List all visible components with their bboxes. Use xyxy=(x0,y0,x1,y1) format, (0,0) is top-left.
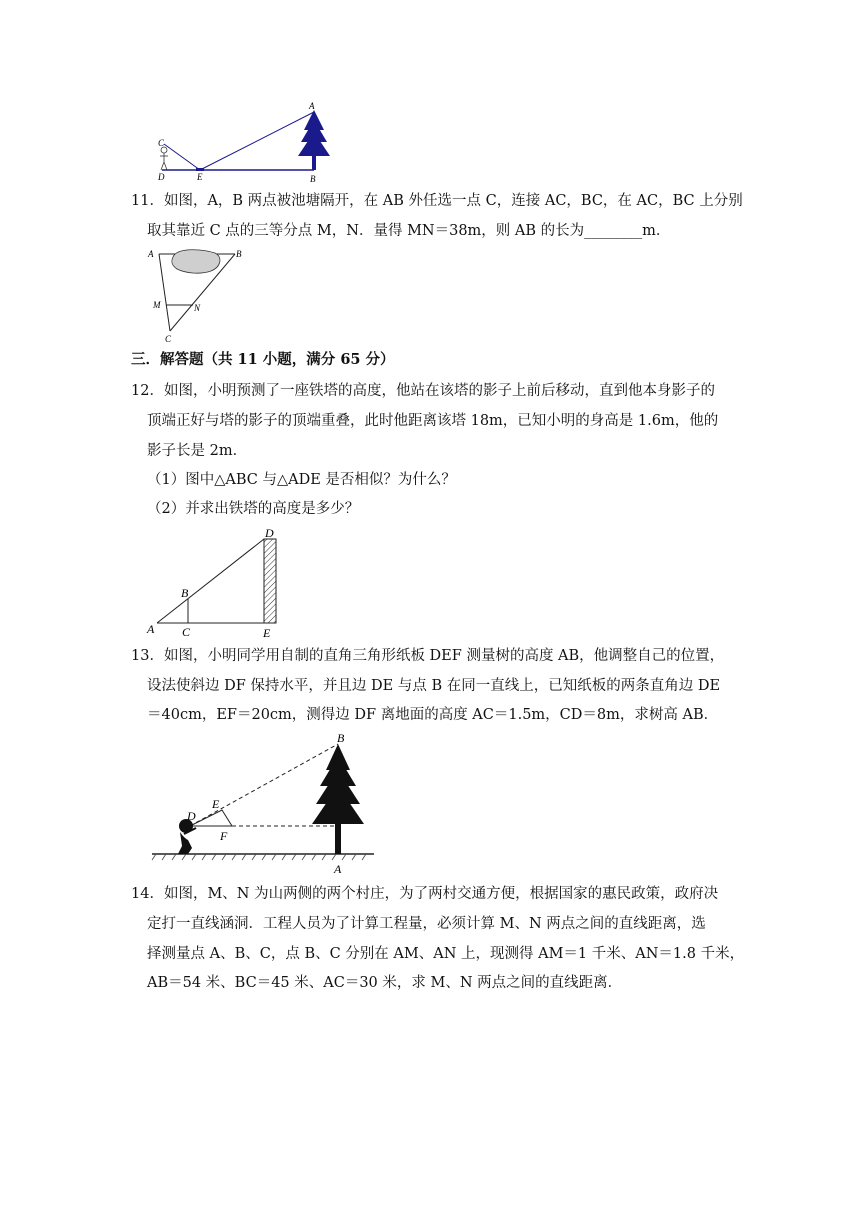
label-b: B xyxy=(310,174,316,184)
q13-line3: ＝40cm，EF＝20cm，测得边 DF 离地面的高度 AC＝1.5m，CD＝8m，求树高 AB． xyxy=(147,707,719,723)
label-e: E xyxy=(197,172,203,182)
q13-line2: 设法使斜边 DF 保持水平，并且边 DE 与点 B 在同一直线上，已知纸板的两条直角边 DE xyxy=(147,678,721,694)
label-a: A xyxy=(309,101,315,111)
q12-line3: 影子长是 2m． xyxy=(147,443,248,459)
q14-line2: 定打一直线涵洞．工程人员为了计算工程量，必须计算 M、N 两点之间的直线距离，选 xyxy=(147,916,706,932)
label-b: B xyxy=(337,731,345,745)
q12-sub2: （2）并求出铁塔的高度是多少？ xyxy=(147,501,360,517)
label-d: D xyxy=(187,809,196,823)
q14-line1: 14．如图，M、N 为山两侧的两个村庄，为了两村交通方便，根据国家的惠民政策，政府决 xyxy=(131,886,719,902)
label-d: D xyxy=(265,526,274,540)
figure-tree-shadow xyxy=(150,100,340,185)
label-d: D xyxy=(158,172,165,182)
label-b: B xyxy=(181,586,189,600)
label-e: E xyxy=(212,797,220,811)
label-a: A xyxy=(334,862,342,876)
q14-line3: 择测量点 A、B、C，点 B、C 分别在 AM、AN 上，现测得 AM＝1 千米、AN＝1.8 千米， xyxy=(147,946,745,962)
label-a: A xyxy=(148,249,154,259)
q11-line1: 11．如图，A，B 两点被池塘隔开，在 AB 外任选一点 C，连接 AC，BC，在 AC，BC 上分别 xyxy=(131,193,743,209)
q13-line1: 13．如图，小明同学用自制的直角三角形纸板 DEF 测量树的高度 AB，他调整自己的位置， xyxy=(131,648,725,664)
label-m: M xyxy=(153,300,161,310)
label-c: C xyxy=(165,334,172,344)
label-f: F xyxy=(220,829,228,843)
q12-sub1: （1）图中△ABC 与△ADE 是否相似？为什么？ xyxy=(147,472,456,488)
label-b: B xyxy=(236,249,242,259)
label-e: E xyxy=(263,626,271,640)
label-c: C xyxy=(182,625,191,639)
q12-line2: 顶端正好与塔的影子的顶端重叠，此时他距离该塔 18m，已知小明的身高是 1.6m，他的 xyxy=(147,413,719,429)
figure-pond-triangle xyxy=(145,245,250,345)
label-c: C xyxy=(158,138,165,148)
figure-tower-shadow xyxy=(145,525,285,640)
label-c: C xyxy=(341,827,350,841)
section-heading: 三．解答题（共 11 小题，满分 65 分） xyxy=(131,351,395,368)
label-n: N xyxy=(194,303,201,313)
q12-line1: 12．如图，小明预测了一座铁塔的高度，他站在该塔的影子上前后移动，直到他本身影子的 xyxy=(131,383,715,399)
figure-tree-measure xyxy=(148,730,378,880)
q11-line2: 取其靠近 C 点的三等分点 M，N．量得 MN＝38m，则 AB 的长为________m． xyxy=(147,223,671,239)
label-a: A xyxy=(147,622,155,636)
q14-line4: AB＝54 米、BC＝45 米、AC＝30 米，求 M、N 两点之间的直线距离． xyxy=(147,975,623,991)
